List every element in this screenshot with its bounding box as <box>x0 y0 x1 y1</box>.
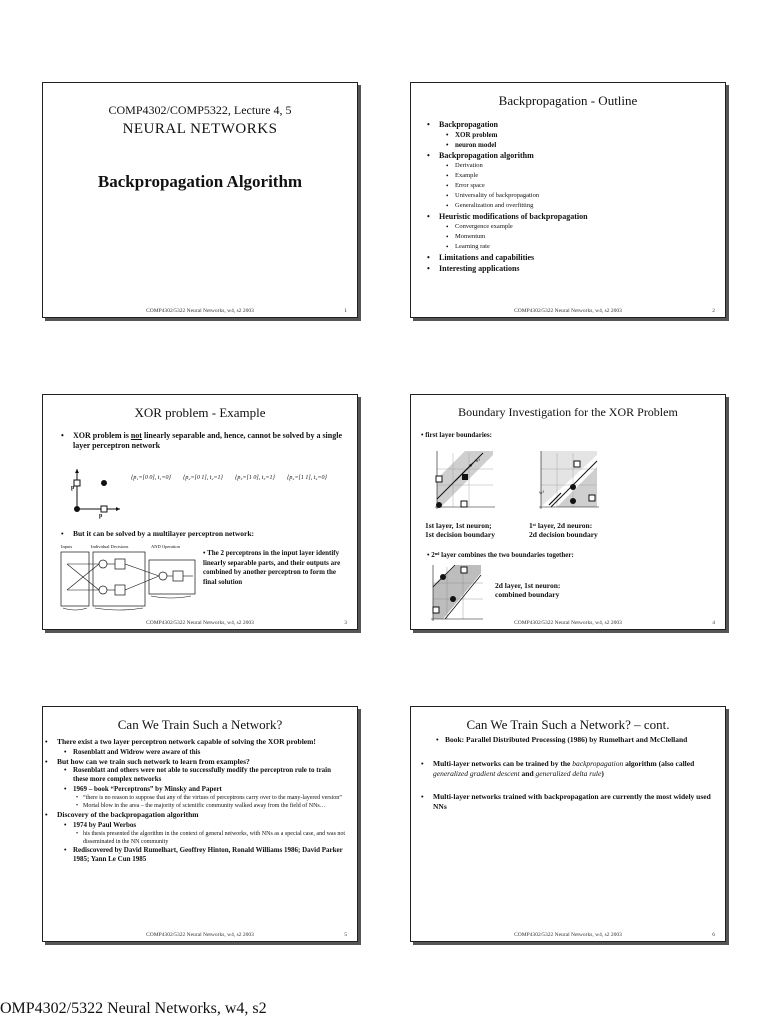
slide3-title: XOR problem - Example <box>134 405 266 420</box>
slide-3 <box>42 394 358 630</box>
caption-1-line-1: 1st layer, 1st neuron; <box>425 521 492 530</box>
outline-subitem: • Universality of backpropagation <box>425 191 725 201</box>
slide3-footer: COMP4302/5322 Neural Networks, w4, s2 2003 <box>146 620 254 626</box>
slide3-number: 3 <box>344 620 347 626</box>
slide1-number: 1 <box>344 308 347 314</box>
slide-4 <box>410 394 726 630</box>
network-diagram <box>59 550 199 612</box>
b1-mid: algorithm (also called <box>623 758 695 768</box>
slide5-subsubitem: • his thesis presented the algorithm in the context of general networks, with NNs as a special case, and was not disseminated in the NN community <box>43 830 347 846</box>
slide4-title: Boundary Investigation for the XOR Problem <box>458 405 678 419</box>
outline-subitem: • Convergence example <box>425 222 725 232</box>
slide5-item: • There exist a two layer perceptron network capable of solving the XOR problem! <box>43 737 347 747</box>
outline-subitem: • Learning rate <box>425 242 725 252</box>
outline-item: • Limitations and capabilities <box>425 252 725 263</box>
page-footer-caption: OMP4302/5322 Neural Networks, w4, s2 <box>0 1000 267 1017</box>
outline-item: • Backpropagation <box>425 119 725 130</box>
slide-6 <box>410 706 726 942</box>
xor-equation-1: {p₁=[0 0], t₁=0} <box>131 475 171 481</box>
xor-equation-2: {p₂=[0 1], t₂=1} <box>183 475 223 481</box>
slide-1 <box>42 82 358 318</box>
b1-italic-2: generalized gradient descent <box>433 769 520 778</box>
b1-italic-1: backpropagation <box>572 758 624 768</box>
xor-equation-4: {p₄=[1 1], t₄=0} <box>287 475 327 481</box>
slide3-side-text: • The 2 perceptrons in the input layer identify linearly separable parts, and their outputs are combined by another perceptron to form the final solution <box>203 549 341 586</box>
slide5-title: Can We Train Such a Network? <box>117 717 283 732</box>
slide1-heading: NEURAL NETWORKS <box>122 121 278 137</box>
caption-1 <box>425 521 495 539</box>
slide5-subitem: • 1974 by Paul Werbos <box>43 820 347 830</box>
slide5-subitem: • 1969 – book “Perceptrons” by Minsky and Papert <box>43 784 347 794</box>
slide6-title: Can We Train Such a Network? – cont. <box>466 717 670 732</box>
slide2-number: 2 <box>712 308 715 314</box>
slide1-title: Backpropagation Algorithm <box>97 172 303 191</box>
slide4-intro: • first layer boundaries: <box>421 431 492 439</box>
diagram-decisions-label: Individual Decisions <box>91 544 129 549</box>
outline-subitem: • XOR problem <box>425 130 725 140</box>
bullet1-post: linearly separable and, hence, cannot be solved by a single layer perceptron network <box>73 431 342 450</box>
slide2-outline <box>425 119 725 274</box>
slide5-footer: COMP4302/5322 Neural Networks, w4, s2 2003 <box>146 932 254 938</box>
outline-item: • Heuristic modifications of backpropagation <box>425 211 725 222</box>
boundary-plot-2 <box>537 449 601 511</box>
slide6-number: 6 <box>712 932 715 938</box>
slide4-footer: COMP4302/5322 Neural Networks, w4, s2 2003 <box>514 620 622 626</box>
outline-item: • Backpropagation algorithm <box>425 150 725 161</box>
bullet1-pre: XOR problem is <box>73 431 131 440</box>
diagram-inputs-label: Inputs <box>61 544 73 549</box>
slide2-title: Backpropagation - Outline <box>498 93 638 108</box>
xor-equation-3: {p₃=[1 0], t₃=1} <box>235 475 275 481</box>
boundary-plot-3 <box>429 563 485 623</box>
slide5-number: 5 <box>344 932 347 938</box>
b1-and: and <box>519 769 536 778</box>
slide6-bullet-1 <box>417 759 711 780</box>
slide5-subitem: • Rosenblatt and Widrow were aware of this <box>43 747 347 757</box>
slide2-footer: COMP4302/5322 Neural Networks, w4, s2 2003 <box>514 308 622 314</box>
outline-subitem: • Derivation <box>425 161 725 171</box>
b1-italic-3: generalized delta rule <box>535 769 602 778</box>
slide5-item: • Discovery of the backpropagation algorithm <box>43 810 347 820</box>
bullet1-not: not <box>130 431 142 440</box>
slide5-subitem: • Rosenblatt and others were not able to successfully modify the perceptron rule to train these more complex networks <box>43 766 347 784</box>
slide1-footer: COMP4302/5322 Neural Networks, w4, s2 2003 <box>146 308 254 314</box>
slide6-bullet-2: • Multi-layer networks trained with backpropagation are currently the most widely used NNs <box>417 792 711 813</box>
outline-subitem: • Momentum <box>425 232 725 242</box>
slide3-bullet-2: • But it can be solved by a multilayer perceptron network: <box>57 529 343 538</box>
slide3-bullet-1 <box>57 431 343 451</box>
xor-points-plot <box>65 465 125 517</box>
slide-2 <box>410 82 726 318</box>
label-p1: p <box>99 513 103 519</box>
caption-2-line-1: 1ˢᵗ layer, 2d neuron: <box>529 521 593 530</box>
caption-3 <box>495 581 560 599</box>
outline-item: • Interesting applications <box>425 263 725 274</box>
slide6-book <box>436 735 705 745</box>
caption-3-line-2: combined boundary <box>495 590 560 599</box>
caption-2-line-2: 2d decision boundary <box>529 530 598 539</box>
b1-pre: Multi-layer networks can be trained by the <box>433 758 573 768</box>
slide4-second: • 2ⁿᵈ layer combines the two boundaries together: <box>427 551 574 559</box>
slide4-number: 4 <box>712 620 715 626</box>
outline-subitem: • neuron model <box>425 140 725 150</box>
slide5-subsubitem: • Mortal blow in the area – the majority of scientific community walked away from the field of NNs… <box>43 802 347 810</box>
slide6-footer: COMP4302/5322 Neural Networks, w4, s2 2003 <box>514 932 622 938</box>
caption-3-line-1: 2d layer, 1st neuron: <box>495 581 561 590</box>
slide6-book-text: Book: Parallel Distributed Processing (1986) by Rumelhart and McClelland <box>445 735 688 744</box>
outline-subitem: • Example <box>425 171 725 181</box>
w2-label: w² <box>539 491 545 496</box>
w1-label: w¹ <box>475 459 481 464</box>
book-bullet-icon: • <box>436 735 439 744</box>
boundary-plot-1 <box>433 449 497 511</box>
outline-subitem: • Generalization and overfitting <box>425 201 725 211</box>
slide5-subsubitem: • “there is no reason to suppose that any of the virtues of perceptrons carry over to the many-layered version” <box>43 794 347 802</box>
slide5-item: • But how can we train such network to learn from examples? <box>43 757 347 767</box>
b1-end: ) <box>601 769 604 778</box>
caption-2 <box>529 521 598 539</box>
slide-5 <box>42 706 358 942</box>
slide5-list <box>43 737 347 864</box>
outline-subitem: • Error space <box>425 181 725 191</box>
slide1-course: COMP4302/COMP5322, Lecture 4, 5 <box>108 103 292 117</box>
caption-1-line-2: 1st decision boundary <box>425 530 496 539</box>
diagram-and-label: AND Operation <box>151 544 180 549</box>
label-p2: p <box>71 485 75 491</box>
slide5-subitem: • Rediscovered by David Rumelhart, Geoffrey Hinton, Ronald Williams 1986; David Parker 1985; Yann Le Cun 1985 <box>43 846 347 864</box>
